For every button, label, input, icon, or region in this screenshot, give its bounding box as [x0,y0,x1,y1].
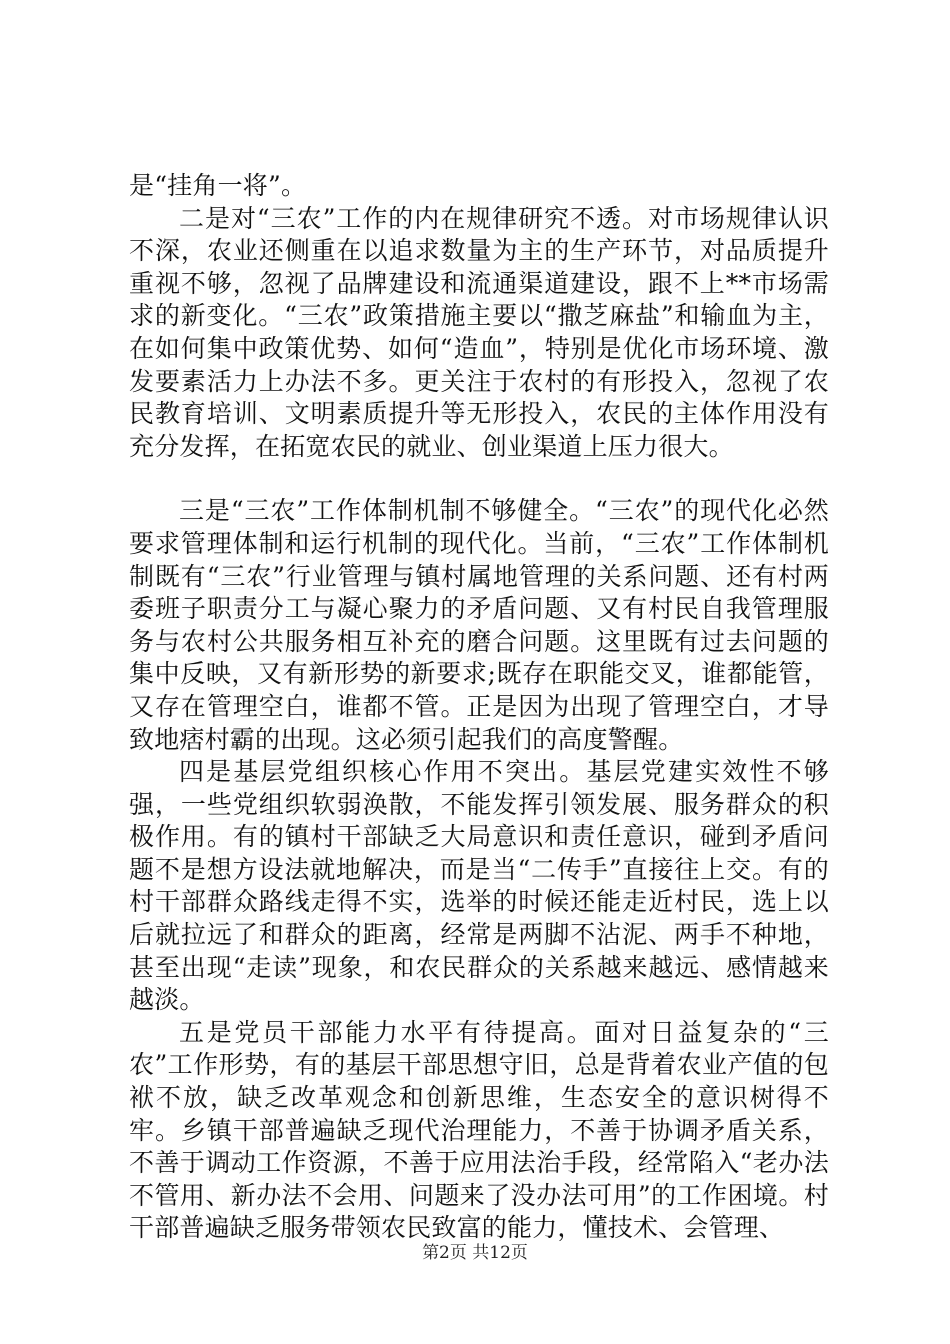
paragraph-point-four: 四是基层党组织核心作用不突出。基层党建实效性不够强，一些党组织软弱涣散，不能发挥引领发展、服务群众的积极作用。有的镇村干部缺乏大局意识和责任意识，碰到矛盾问题不是想方设法就地解决，而是当“二传手”直接往上交。有的村干部群众路线走得不实，选举的时候还能走近村民，选上以后就拉远了和群众的距离，经常是两脚不沾泥、两手不种地，甚至出现“走读”现象，和农民群众的关系越来越远、感情越来越淡。 [129,757,829,1015]
paragraph-continuation: 是“挂角一将”。 [129,171,307,200]
page-number-footer: 第2页 共12页 [422,1243,528,1263]
paragraph-point-three: 三是“三农”工作体制机制不够健全。“三农”的现代化必然要求管理体制和运行机制的现代化。当前，“三农”工作体制机制既有“三农”行业管理与镇村属地管理的关系问题、还有村两委班子职责分工与凝心聚力的矛盾问题、又有村民自我管理服务与农村公共服务相互补充的磨合问题。这里既有过去问题的集中反映，又有新形势的新要求;既存在职能交叉，谁都能管，又存在管理空白，谁都不管。正是因为出现了管理空白，才导致地痞村霸的出现。这必须引起我们的高度警醒。 [129,496,829,754]
paragraph-point-five: 五是党员干部能力水平有待提高。面对日益复杂的“三农”工作形势，有的基层干部思想守旧，总是背着农业产值的包袱不放，缺乏改革观念和创新思维，生态安全的意识树得不牢。乡镇干部普遍缺乏现代治理能力，不善于协调矛盾关系，不善于调动工作资源，不善于应用法治手段，经常陷入“老办法不管用、新办法不会用、问题来了没办法可用”的工作困境。村干部普遍缺乏服务带领农民致富的能力，懂技术、会管理、 [129,1017,829,1243]
paragraph-point-two: 二是对“三农”工作的内在规律研究不透。对市场规律认识不深，农业还侧重在以追求数量为主的生产环节，对品质提升重视不够，忽视了品牌建设和流通渠道建设，跟不上**市场需求的新变化。“三农”政策措施主要以“撒芝麻盐”和输血为主，在如何集中政策优势、如何“造血”，特别是优化市场环境、激发要素活力上办法不多。更关注于农村的有形投入，忽视了农民教育培训、文明素质提升等无形投入，农民的主体作用没有充分发挥，在拓宽农民的就业、创业渠道上压力很大。 [129,203,829,461]
document-body [129,170,829,1245]
